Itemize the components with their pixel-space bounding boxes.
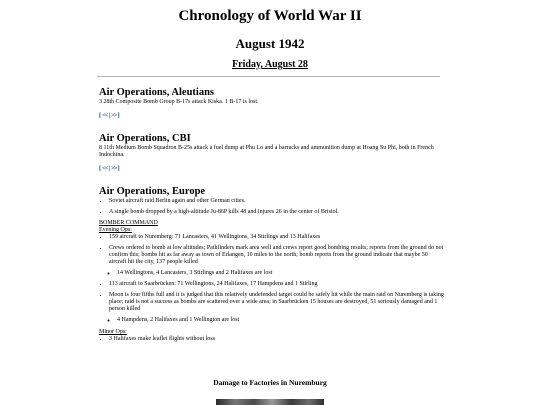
list-item: • 3 Halifaxes make leaflet flights without loss [109,336,444,343]
minor-ops-heading: Minor Ops: [99,329,127,335]
ops-list [99,281,444,313]
list-item: ◦ 4 Hampdens, 2 Halifaxes and 1 Wellington are lost [117,317,444,324]
section-cbi [99,133,444,159]
section-title: Air Operations, Aleutians [99,87,215,98]
list-item: • A single bomb dropped by a high-altitude Ju-86P kills 48 and injures 26 in the center of Bristol. [109,209,444,216]
next-link[interactable]: >> [111,165,117,172]
site-title: Chronology of World War II [178,8,362,24]
photo-caption: Damage to Factories in Nuremburg [213,378,327,387]
section-europe [99,186,444,343]
list-item: • Moon is four fifths full and it is judged that this relatively undefended target could be safely hit while the main raid on Nuremberg is taking place; raid is not a success as bombs are scattered over a wide area; in Saarbrücken 15 houses are destroyed, 51 seriously damaged and 1 person killed [109,292,444,313]
section-aleutians [99,87,444,106]
month-heading: August 1942 [235,36,305,51]
nav-bracket: [ [99,165,102,172]
section-title: Air Operations, CBI [99,133,191,144]
section-text: 8 11th Medium Bomb Squadron B-25s attack a fuel dump at Phu Lo and a barracks and ammunition dump at Hoang Su Phi, both in French Indochina. [99,145,434,158]
bullet-list [99,198,444,216]
prev-link[interactable]: << [102,165,108,172]
ops-list [99,234,444,266]
next-link[interactable]: >> [111,112,117,119]
minor-ops-list [99,336,444,343]
nav-bracket: ] [117,112,120,119]
nav-bracket: [ [99,112,102,119]
list-item: • Crews ordered to bomb at low altitudes; Pathfinders mark area well and crews report good bombing results; reports from the ground do not confirm this; bombs hit as far away as town of Erlangen, 10 miles to the north; bomb reports from the ground indicate that maybe 50 aircraft hit the city, 137 people killed [109,245,444,266]
section-text: 3 28th Composite Bomb Group B-17s attack Kiska. 1 B-17 is lost. [99,99,259,105]
prev-next-nav [99,165,120,173]
list-item: • 159 aircraft to Nuremberg: 71 Lancasters, 41 Wellingtons, 34 Stirlings and 13 Halifaxes [109,234,444,241]
nav-separator: | [108,112,111,119]
list-item: ◦ 14 Wellingtons, 4 Lancasters, 3 Stirlings and 2 Halifaxes are lost [117,270,444,277]
nav-bracket: ] [117,165,120,172]
list-item: • Soviet aircraft raid Berlin again and other German cities. [109,198,444,205]
losses-list [99,317,444,324]
section-title: Air Operations, Europe [99,186,206,197]
divider [97,76,440,77]
factory-damage-photo [216,399,324,405]
day-heading[interactable]: Friday, August 28 [232,59,308,70]
evening-ops-heading: Evening Ops: [99,227,132,233]
nav-separator: | [108,165,111,172]
bomber-command-heading: BOMBER COMMAND [99,220,158,226]
list-item: • 113 aircraft to Saarbrücken: 71 Wellingtons, 24 Halifaxes, 17 Hampdens and 1 Stirling [109,281,444,288]
prev-link[interactable]: << [102,112,108,119]
prev-next-nav [99,112,120,120]
losses-list [99,270,444,277]
